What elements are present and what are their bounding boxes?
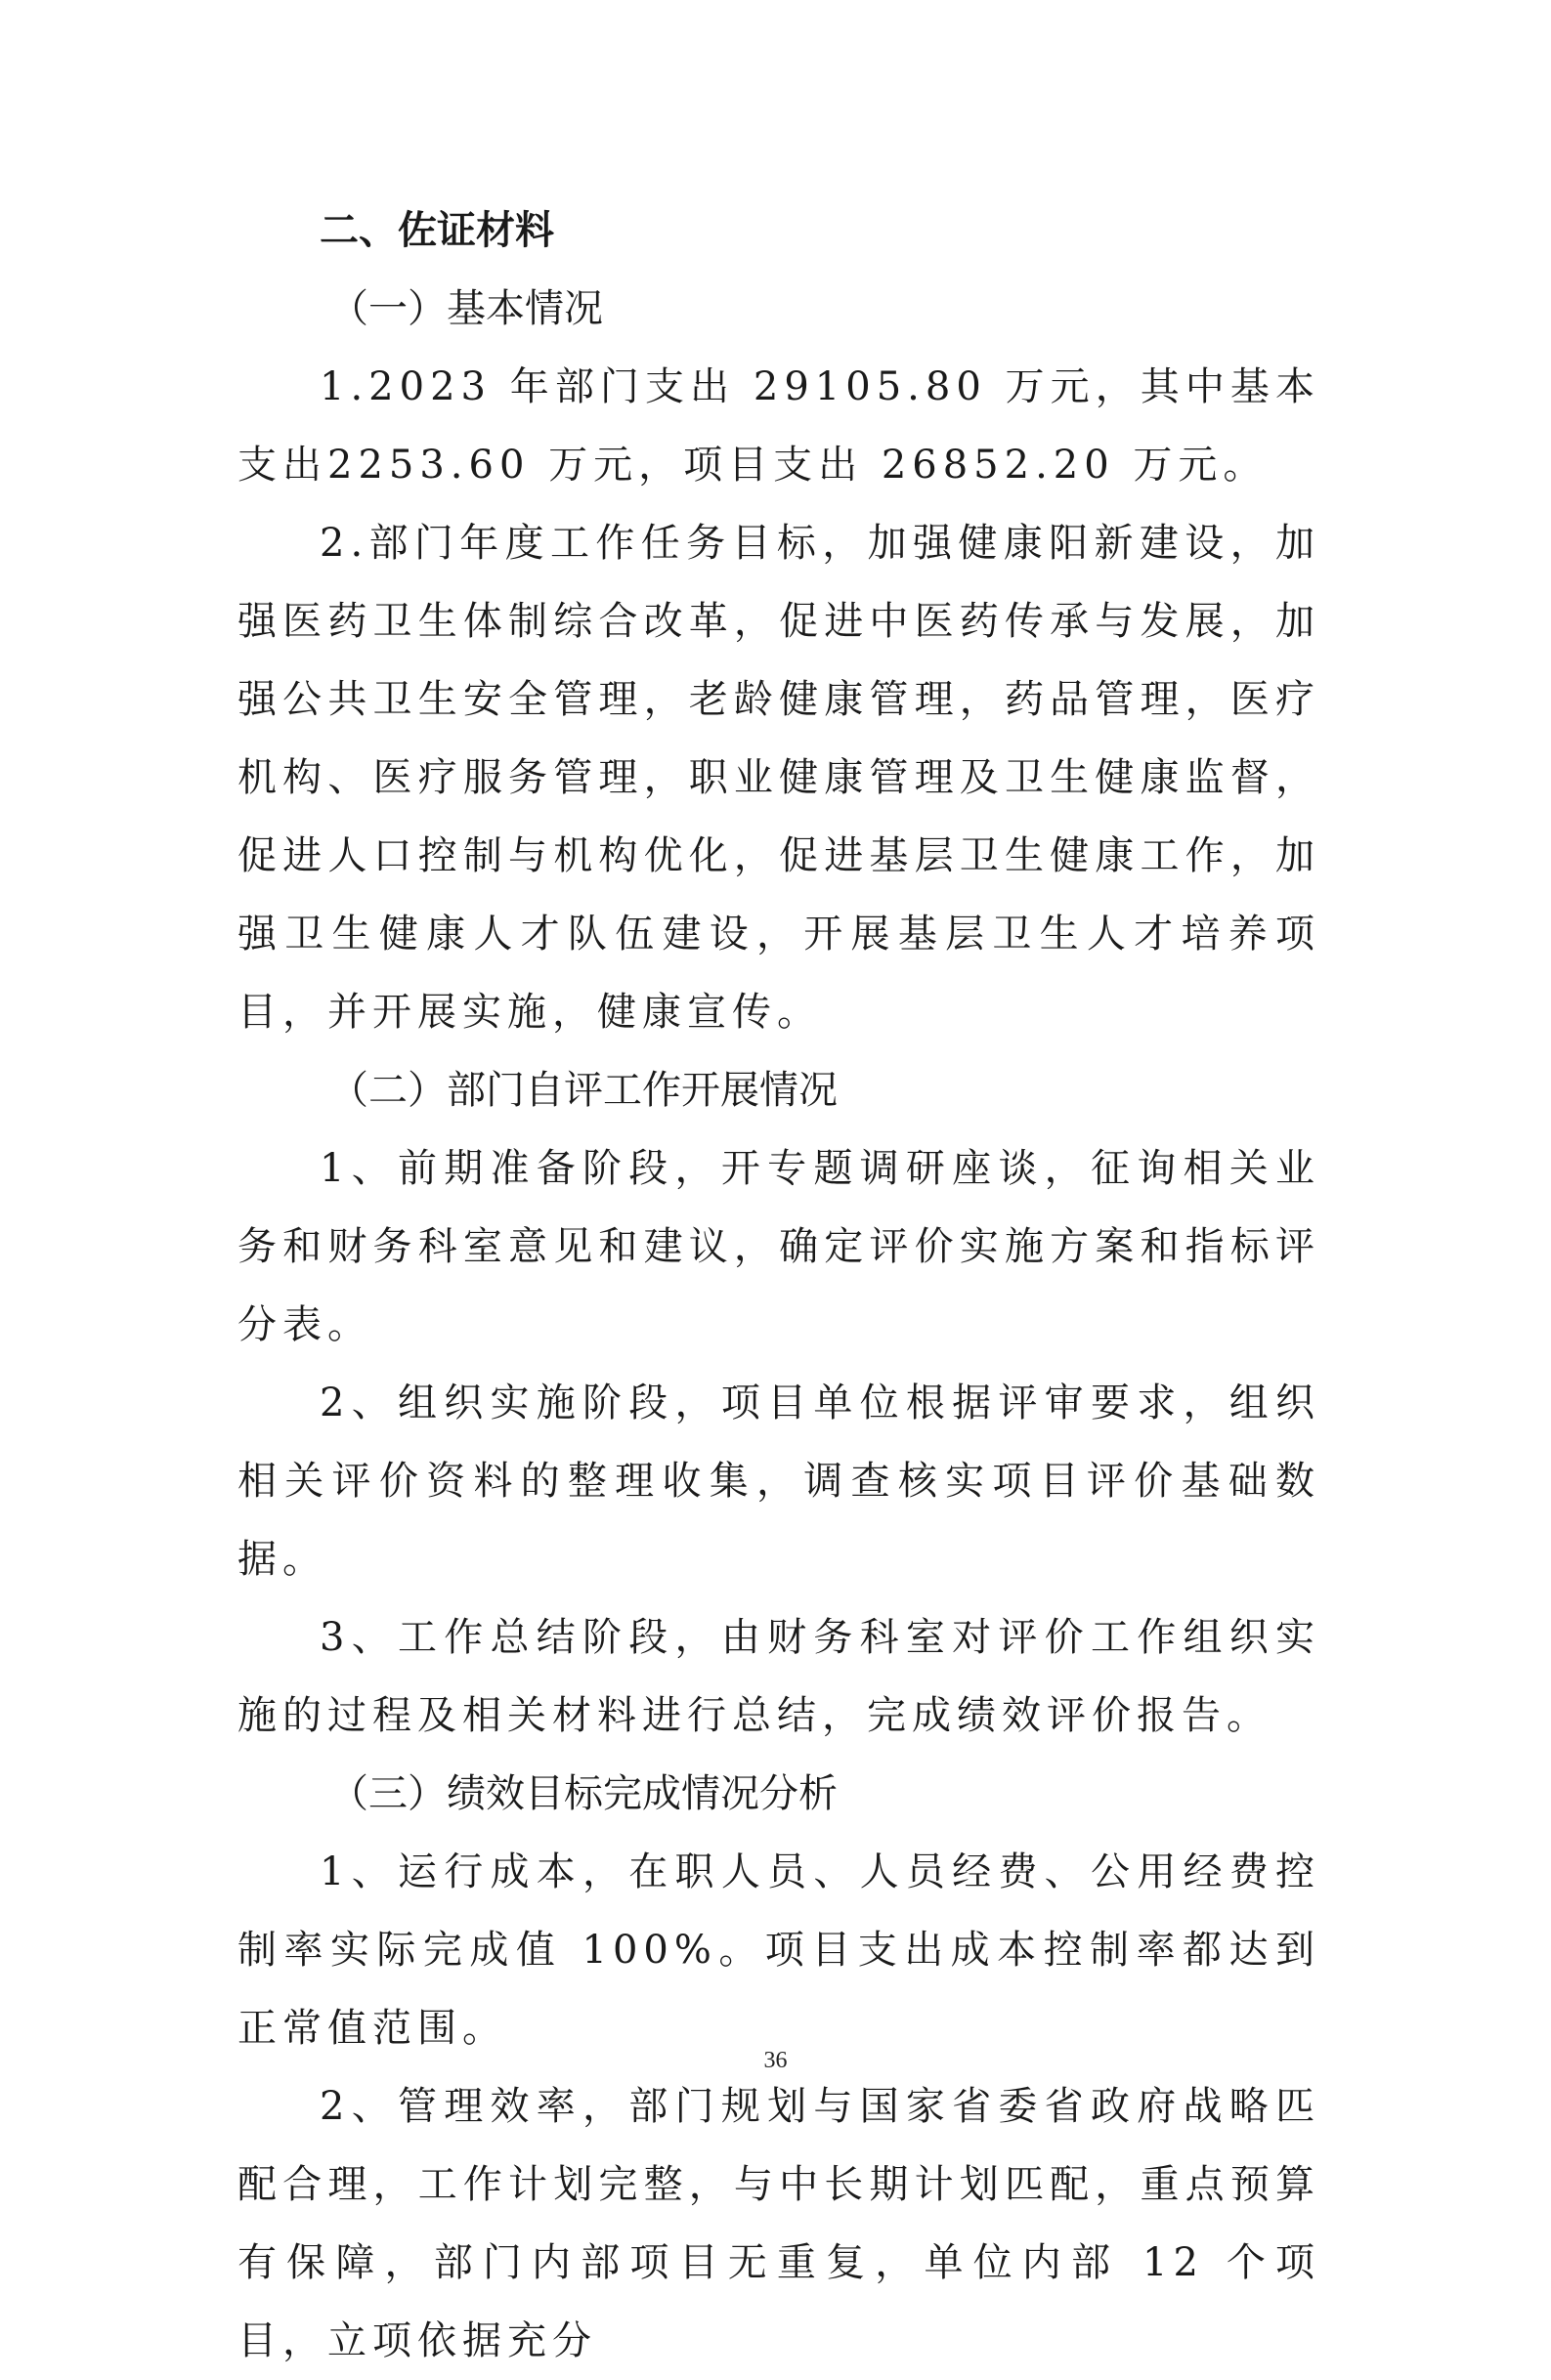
subsection-title: （一）基本情况 <box>329 286 603 331</box>
paragraph: 2.部门年度工作任务目标，加强健康阳新建设，加强医药卫生体制综合改革，促进中医药传承与发展，加强公共卫生安全管理，老龄健康管理，药品管理，医疗机构、医疗服务管理，职业健康管理及卫生健康监督，促进人口控制与机构优化，促进基层卫生健康工作，加强卫生健康人才队伍建设，开展基层卫生人才培养项目，并开展实施，健康宣传。 <box>237 521 1320 1035</box>
subsection-title: （三）绩效目标完成情况分析 <box>329 1771 838 1816</box>
paragraph: 2、组织实施阶段，项目单位根据评审要求，组织相关评价资料的整理收集，调查核实项目评价基础数据。 <box>237 1381 1320 1582</box>
paragraph: 3、工作总结阶段，由财务科室对评价工作组织实施的过程及相关材料进行总结，完成绩效评价报告。 <box>237 1615 1320 1738</box>
section-heading: 二、佐证材料 <box>320 208 554 253</box>
paragraph: 1、前期准备阶段，开专题调研座谈，征询相关业务和财务科室意见和建议，确定评价实施方案和指标评分表。 <box>237 1146 1320 1347</box>
paragraph: 1、运行成本，在职人员、人员经费、公用经费控制率实际完成值 100%。项目支出成本控制率都达到正常值范围。 <box>237 1849 1320 2051</box>
section-basic-info <box>237 270 1320 1051</box>
page-number: 36 <box>763 2048 788 2073</box>
paragraph: 1.2023 年部门支出 29105.80 万元，其中基本支出2253.60 万元，项目支出 26852.20 万元。 <box>237 364 1320 488</box>
section-self-evaluation <box>237 1051 1320 1755</box>
paragraph: 2、管理效率，部门规划与国家省委省政府战略匹配合理，工作计划完整，与中长期计划匹配，重点预算有保障，部门内部项目无重复，单位内部 12 个项目，立项依据充分 <box>237 2084 1320 2363</box>
subsection-title: （二）部门自评工作开展情况 <box>329 1068 838 1113</box>
